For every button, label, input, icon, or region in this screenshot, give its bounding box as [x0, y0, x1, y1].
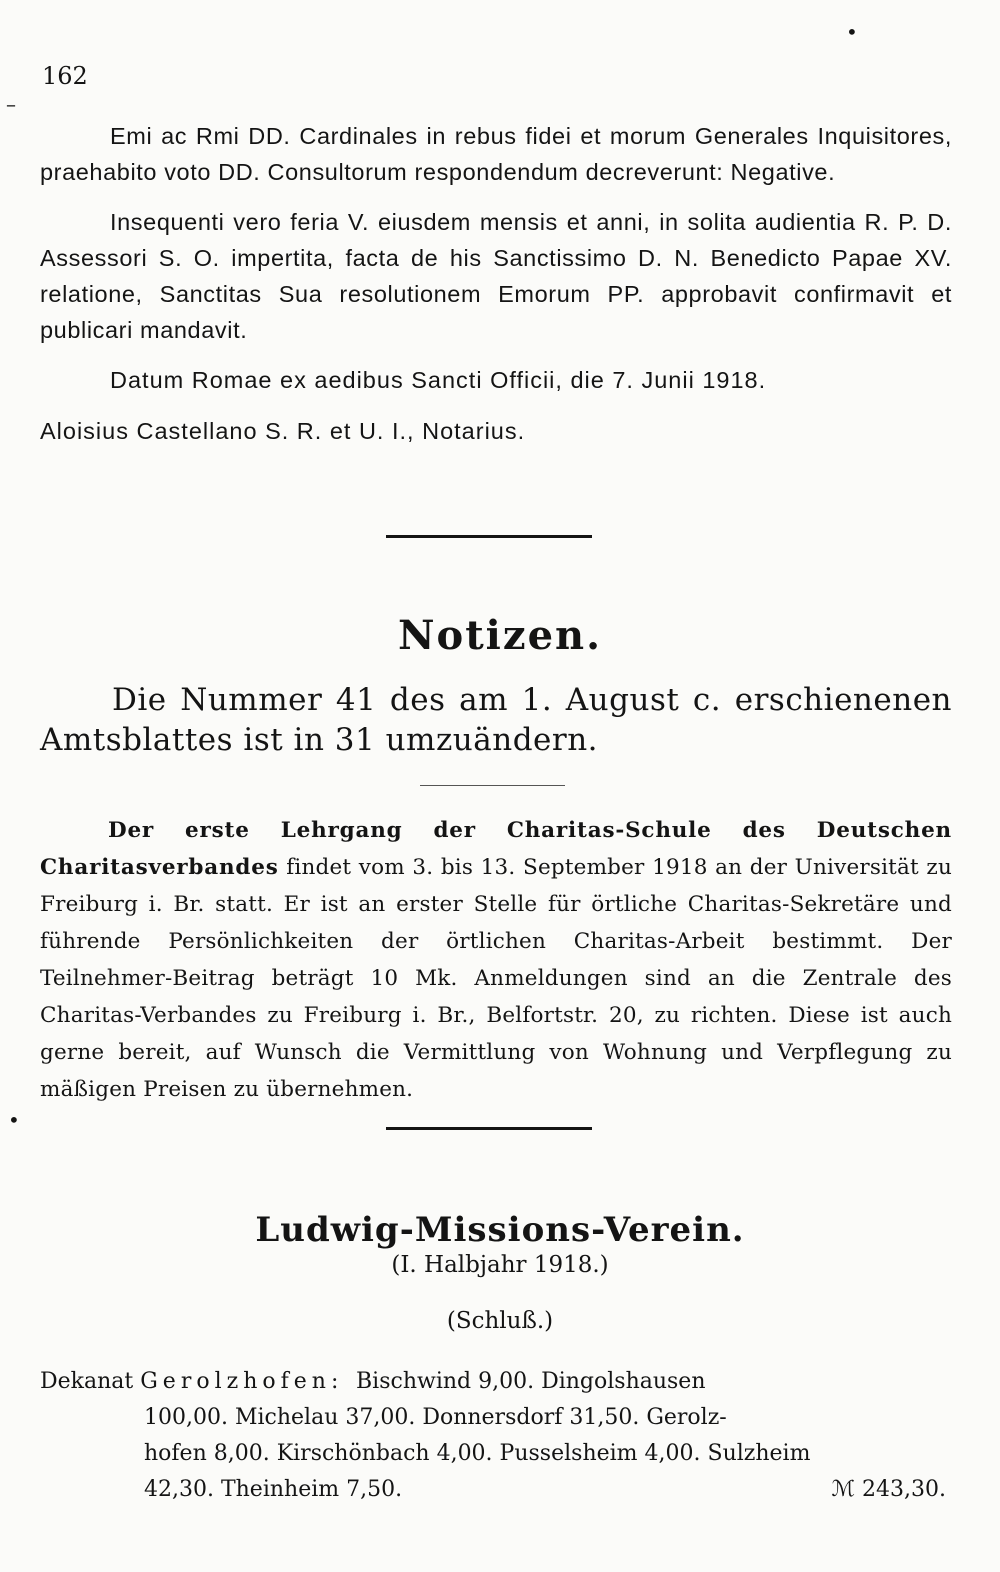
continuation-note: (Schluß.): [446, 1308, 554, 1334]
section-subtitle: (I. Halbjahr 1918.): [391, 1252, 609, 1278]
margin-mark: –: [6, 92, 16, 116]
margin-mark: •: [846, 20, 858, 44]
page-number: 162: [42, 62, 88, 90]
notice-body: findet vom 3. bis 13. September 1918 an der Universität zu Freiburg i. Br. statt. Er ist an erster Stelle für örtliche Charitas-Sekretäre und führende Persönlichkeiten der örtlichen Charitas-Arbeit bestimmt. Der Teilnehmer-Beitrag beträgt 10 Mk. Anmeldungen sind an die Zentrale des Charitas-Verbandes zu Freiburg i. Br., Belfortstr. 20, zu richten. Diese ist auch gerne bereit, auf Wunsch die Vermittlung von Wohnung und Verpflegung zu mäßigen Preisen zu übernehmen.: [40, 855, 952, 1102]
decree-date: Datum Romae ex aedibus Sancti Officii, die 7. Junii 1918.: [110, 367, 767, 393]
section-divider: [386, 535, 592, 538]
section-title-notizen: Notizen.: [397, 612, 603, 659]
notice-divider: [420, 785, 565, 786]
dekanat-label: Dekanat Gerolzhofen:: [40, 1369, 344, 1394]
decree-paragraph: Emi ac Rmi DD. Cardinales in rebus fidei et morum Generales Inquisitores, praehabito voto DD. Consultorum respondendum decreverunt: Negative.: [40, 123, 952, 185]
notice-charitas-school: [40, 812, 952, 1108]
donation-line: Bischwind 9,00. Dingolshausen: [356, 1369, 706, 1394]
donation-line: hofen 8,00. Kirschönbach 4,00. Pusselsheim 4,00. Sulzheim: [144, 1441, 811, 1466]
donation-line: 42,30. Theinheim 7,50.: [144, 1477, 403, 1502]
donation-list: [144, 1364, 811, 1508]
decree-paragraph: Insequenti vero feria V. eiusdem mensis et anni, in solita audientia R. P. D. Assessori S. O. impertita, facta de his Sanctissimo D. N. Benedicto Papae XV. relatione, Sanctitas Sua resolutionem Emorum PP. approbavit confirmavit et publicari mandavit.: [40, 209, 952, 343]
donation-line: 100,00. Michelau 37,00. Donnersdorf 31,50. Gerolz-: [144, 1405, 727, 1430]
section-divider: [386, 1127, 592, 1130]
section-title-ludwig-missions-verein: Ludwig-Missions-Verein.: [255, 1210, 745, 1250]
notary-signature: Aloisius Castellano S. R. et U. I., Notarius.: [40, 418, 526, 444]
decree-text: [40, 118, 952, 449]
margin-mark: •: [8, 1108, 20, 1132]
notice-lead: Der erste Lehrgang der Charitas-Schule des Deutschen Charitasverbandes: [40, 818, 952, 880]
dekanat-name: Gerolzhofen:: [140, 1369, 344, 1394]
notice-amtsblatt: Die Nummer 41 des am 1. August c. erschienenen Amtsblattes ist in 31 umzuändern.: [40, 682, 952, 758]
dekanat-total: ℳ 243,30.: [831, 1477, 946, 1502]
